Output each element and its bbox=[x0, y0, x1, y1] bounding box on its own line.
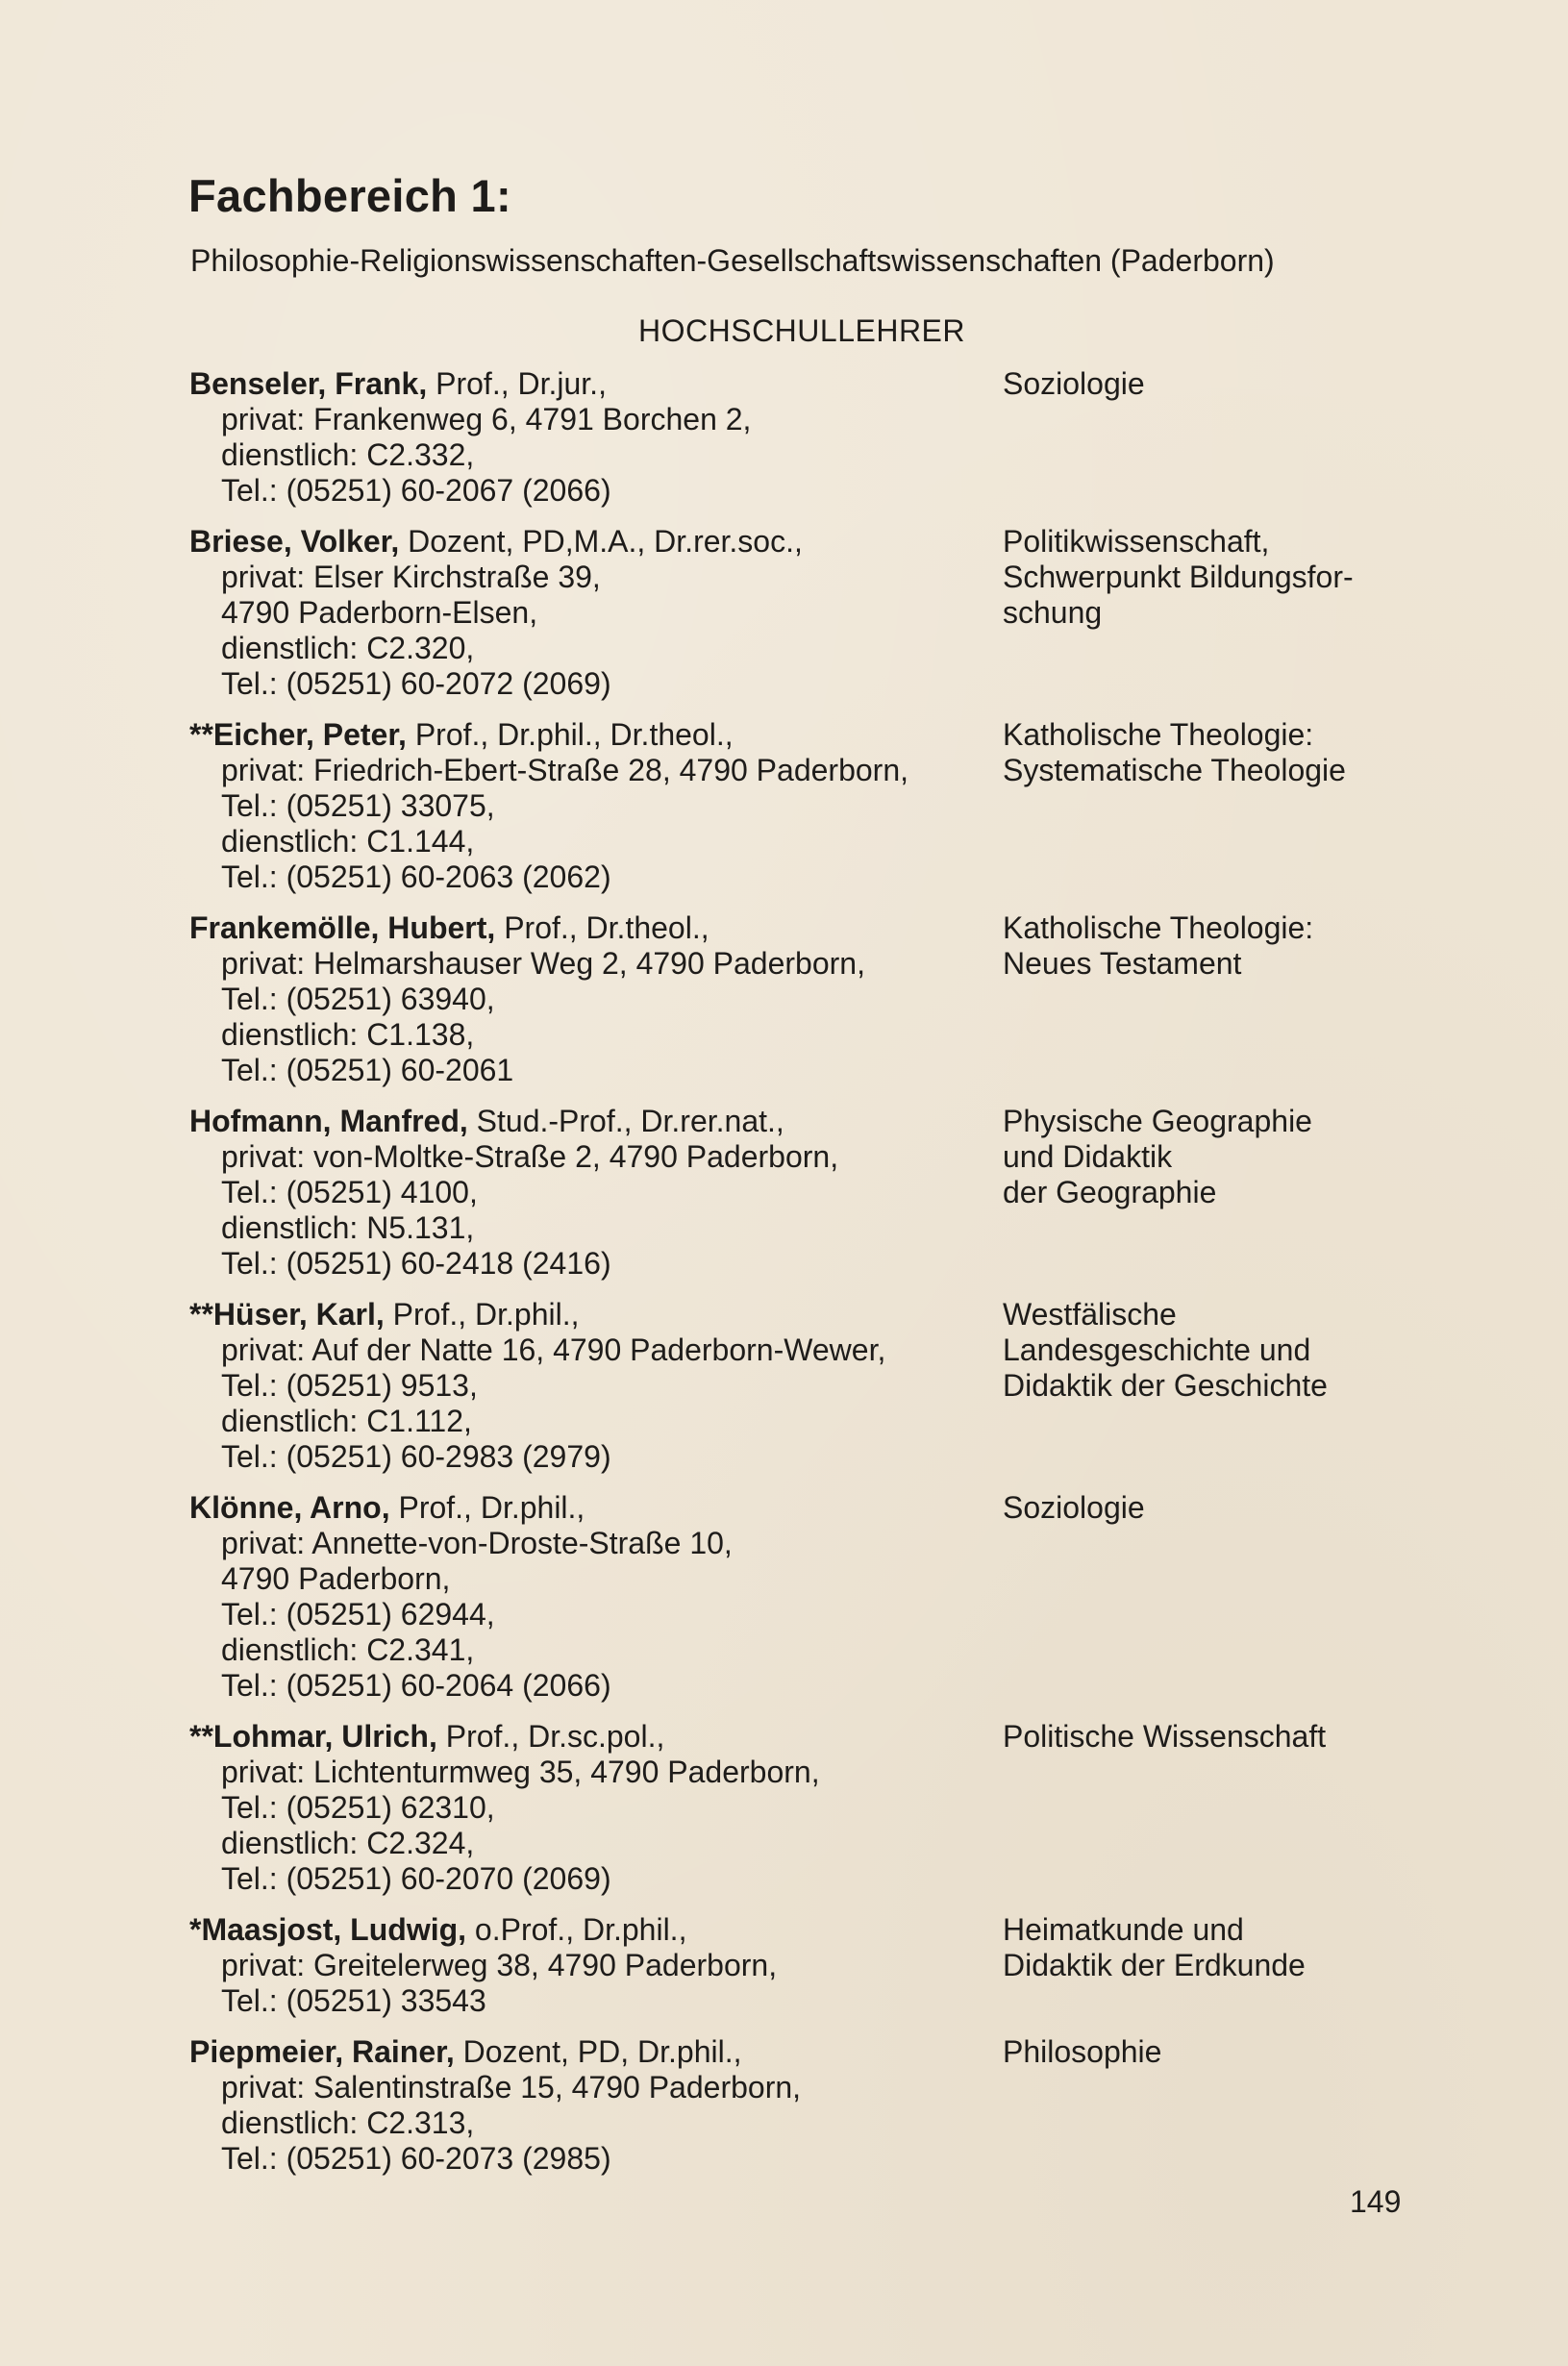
entry-detail-line: 4790 Paderborn, bbox=[221, 1561, 451, 1596]
entry-detail-line: Tel.: (05251) 60-2067 (2066) bbox=[221, 473, 611, 508]
entry-details bbox=[189, 2034, 1003, 2177]
person-name: Frankemölle, Hubert, bbox=[189, 910, 496, 945]
subject-line: Landesgeschichte und bbox=[1003, 1332, 1311, 1367]
entry-detail-line: Tel.: (05251) 60-2064 (2066) bbox=[221, 1668, 611, 1703]
entry-detail-line: dienstlich: C2.313, bbox=[221, 2105, 475, 2140]
entry-detail-line: Tel.: (05251) 60-2063 (2062) bbox=[221, 859, 611, 894]
person-titles: Prof., Dr.jur., bbox=[427, 366, 607, 401]
entry-name-line bbox=[189, 1719, 1003, 1755]
entry-name-line bbox=[189, 910, 1003, 946]
entry-details bbox=[189, 1104, 1003, 1282]
entry-details bbox=[189, 524, 1003, 702]
subject-line: Systematische Theologie bbox=[1003, 753, 1346, 787]
entry-details bbox=[189, 1912, 1003, 2019]
entry-subject bbox=[1003, 366, 1439, 509]
person-titles: Dozent, PD, Dr.phil., bbox=[454, 2034, 742, 2069]
entry-detail-line: 4790 Paderborn-Elsen, bbox=[221, 595, 538, 630]
subject-line: der Geographie bbox=[1003, 1175, 1217, 1209]
person-name: **Lohmar, Ulrich, bbox=[189, 1719, 437, 1754]
person-titles: Prof., Dr.phil., bbox=[389, 1490, 585, 1525]
person-titles: Prof., Dr.phil., Dr.theol., bbox=[406, 717, 734, 752]
entry-detail-line: dienstlich: C2.332, bbox=[221, 437, 475, 472]
entry-detail-line: Tel.: (05251) 63940, bbox=[221, 982, 495, 1016]
person-name: Benseler, Frank, bbox=[189, 366, 428, 401]
entry-detail-line: dienstlich: C2.320, bbox=[221, 631, 475, 665]
entry-detail-line: Tel.: (05251) 62944, bbox=[221, 1597, 495, 1631]
faculty-entry bbox=[189, 1297, 1439, 1475]
subject-line: Philosophie bbox=[1003, 2034, 1162, 2069]
entry-name-line bbox=[189, 1104, 1003, 1139]
person-name: **Eicher, Peter, bbox=[189, 717, 407, 752]
entry-detail-line: Tel.: (05251) 62310, bbox=[221, 1790, 495, 1825]
entry-detail-line: privat: Frankenweg 6, 4791 Borchen 2, bbox=[221, 402, 752, 436]
subject-line: Westfälische bbox=[1003, 1297, 1177, 1332]
subject-line: Soziologie bbox=[1003, 366, 1145, 401]
subject-line: Didaktik der Erdkunde bbox=[1003, 1948, 1306, 1982]
entry-detail-line: dienstlich: N5.131, bbox=[221, 1210, 475, 1245]
entry-detail-line: Tel.: (05251) 60-2072 (2069) bbox=[221, 666, 611, 701]
page-number: 149 bbox=[1350, 2184, 1402, 2219]
faculty-entry bbox=[189, 2034, 1439, 2177]
person-titles: Prof., Dr.phil., bbox=[384, 1297, 580, 1332]
entry-name-line bbox=[189, 1297, 1003, 1332]
person-name: Klönne, Arno, bbox=[189, 1490, 390, 1525]
entry-name-line bbox=[189, 1490, 1003, 1526]
subject-line: Physische Geographie bbox=[1003, 1104, 1312, 1138]
faculty-entry bbox=[189, 1104, 1439, 1282]
entry-detail-line: Tel.: (05251) 60-2061 bbox=[221, 1053, 514, 1087]
person-name: **Hüser, Karl, bbox=[189, 1297, 385, 1332]
subject-line: und Didaktik bbox=[1003, 1139, 1173, 1174]
subject-line: Schwerpunkt Bildungsfor- bbox=[1003, 560, 1354, 594]
entry-detail-line: privat: Helmarshauser Weg 2, 4790 Paderborn, bbox=[221, 946, 865, 981]
entry-subject bbox=[1003, 524, 1439, 702]
entry-name-line bbox=[189, 717, 1003, 753]
entry-detail-line: privat: Friedrich-Ebert-Straße 28, 4790 Paderborn, bbox=[221, 753, 908, 787]
faculty-list bbox=[189, 366, 1439, 2192]
faculty-entry bbox=[189, 524, 1439, 702]
entry-details bbox=[189, 366, 1003, 509]
entry-name-line bbox=[189, 1912, 1003, 1948]
person-name: Piepmeier, Rainer, bbox=[189, 2034, 455, 2069]
entry-subject bbox=[1003, 1719, 1439, 1897]
entry-detail-line: privat: Greitelerweg 38, 4790 Paderborn, bbox=[221, 1948, 778, 1982]
person-name: Briese, Volker, bbox=[189, 524, 400, 559]
entry-detail-line: Tel.: (05251) 60-2983 (2979) bbox=[221, 1439, 611, 1474]
subject-line: Politikwissenschaft, bbox=[1003, 524, 1270, 559]
subject-line: Soziologie bbox=[1003, 1490, 1145, 1525]
entry-subject bbox=[1003, 717, 1439, 895]
subject-line: Neues Testament bbox=[1003, 946, 1242, 981]
entry-detail-line: Tel.: (05251) 33543 bbox=[221, 1983, 486, 2018]
person-titles: Prof., Dr.sc.pol., bbox=[436, 1719, 665, 1754]
faculty-entry bbox=[189, 717, 1439, 895]
entry-detail-line: privat: Auf der Natte 16, 4790 Paderborn-Wewer, bbox=[221, 1332, 886, 1367]
subject-line: Politische Wissenschaft bbox=[1003, 1719, 1327, 1754]
person-name: *Maasjost, Ludwig, bbox=[189, 1912, 467, 1947]
entry-details bbox=[189, 1297, 1003, 1475]
entry-detail-line: privat: Elser Kirchstraße 39, bbox=[221, 560, 601, 594]
person-name: Hofmann, Manfred, bbox=[189, 1104, 468, 1138]
faculty-entry bbox=[189, 366, 1439, 509]
entry-subject bbox=[1003, 2034, 1439, 2177]
person-titles: Stud.-Prof., Dr.rer.nat., bbox=[467, 1104, 784, 1138]
entry-detail-line: Tel.: (05251) 60-2418 (2416) bbox=[221, 1246, 611, 1281]
subject-line: Didaktik der Geschichte bbox=[1003, 1368, 1328, 1403]
entry-detail-line: dienstlich: C1.138, bbox=[221, 1017, 475, 1052]
entry-details bbox=[189, 717, 1003, 895]
entry-subject bbox=[1003, 910, 1439, 1088]
person-titles: Dozent, PD,M.A., Dr.rer.soc., bbox=[399, 524, 803, 559]
entry-detail-line: dienstlich: C1.144, bbox=[221, 824, 475, 859]
entry-name-line bbox=[189, 366, 1003, 402]
entry-details bbox=[189, 1719, 1003, 1897]
subject-line: Katholische Theologie: bbox=[1003, 717, 1314, 752]
subject-line: Katholische Theologie: bbox=[1003, 910, 1314, 945]
entry-details bbox=[189, 910, 1003, 1088]
entry-name-line bbox=[189, 524, 1003, 560]
subject-line: schung bbox=[1003, 595, 1103, 630]
entry-detail-line: dienstlich: C2.341, bbox=[221, 1632, 475, 1667]
entry-detail-line: Tel.: (05251) 4100, bbox=[221, 1175, 478, 1209]
page-subtitle: Philosophie-Religionswissenschaften-Gesellschaftswissenschaften (Paderborn) bbox=[190, 243, 1275, 278]
entry-subject bbox=[1003, 1490, 1439, 1704]
entry-detail-line: Tel.: (05251) 33075, bbox=[221, 788, 495, 823]
entry-subject bbox=[1003, 1912, 1439, 2019]
page-title: Fachbereich 1: bbox=[188, 170, 511, 221]
entry-detail-line: privat: Lichtenturmweg 35, 4790 Paderborn, bbox=[221, 1755, 820, 1789]
person-titles: o.Prof., Dr.phil., bbox=[466, 1912, 687, 1947]
person-titles: Prof., Dr.theol., bbox=[495, 910, 709, 945]
entry-detail-line: privat: Salentinstraße 15, 4790 Paderborn, bbox=[221, 2070, 802, 2104]
entry-detail-line: Tel.: (05251) 60-2070 (2069) bbox=[221, 1861, 611, 1896]
entry-detail-line: Tel.: (05251) 60-2073 (2985) bbox=[221, 2141, 611, 2176]
subject-line: Heimatkunde und bbox=[1003, 1912, 1244, 1947]
entry-detail-line: privat: von-Moltke-Straße 2, 4790 Paderborn, bbox=[221, 1139, 839, 1174]
entry-detail-line: privat: Annette-von-Droste-Straße 10, bbox=[221, 1526, 733, 1560]
faculty-entry bbox=[189, 1719, 1439, 1897]
entry-detail-line: dienstlich: C2.324, bbox=[221, 1826, 475, 1860]
faculty-entry bbox=[189, 1490, 1439, 1704]
entry-subject bbox=[1003, 1297, 1439, 1475]
entry-subject bbox=[1003, 1104, 1439, 1282]
entry-details bbox=[189, 1490, 1003, 1704]
faculty-entry bbox=[189, 1912, 1439, 2019]
entry-name-line bbox=[189, 2034, 1003, 2070]
section-title: HOCHSCHULLEHRER bbox=[638, 313, 965, 348]
faculty-entry bbox=[189, 910, 1439, 1088]
entry-detail-line: dienstlich: C1.112, bbox=[221, 1404, 472, 1438]
entry-detail-line: Tel.: (05251) 9513, bbox=[221, 1368, 478, 1403]
